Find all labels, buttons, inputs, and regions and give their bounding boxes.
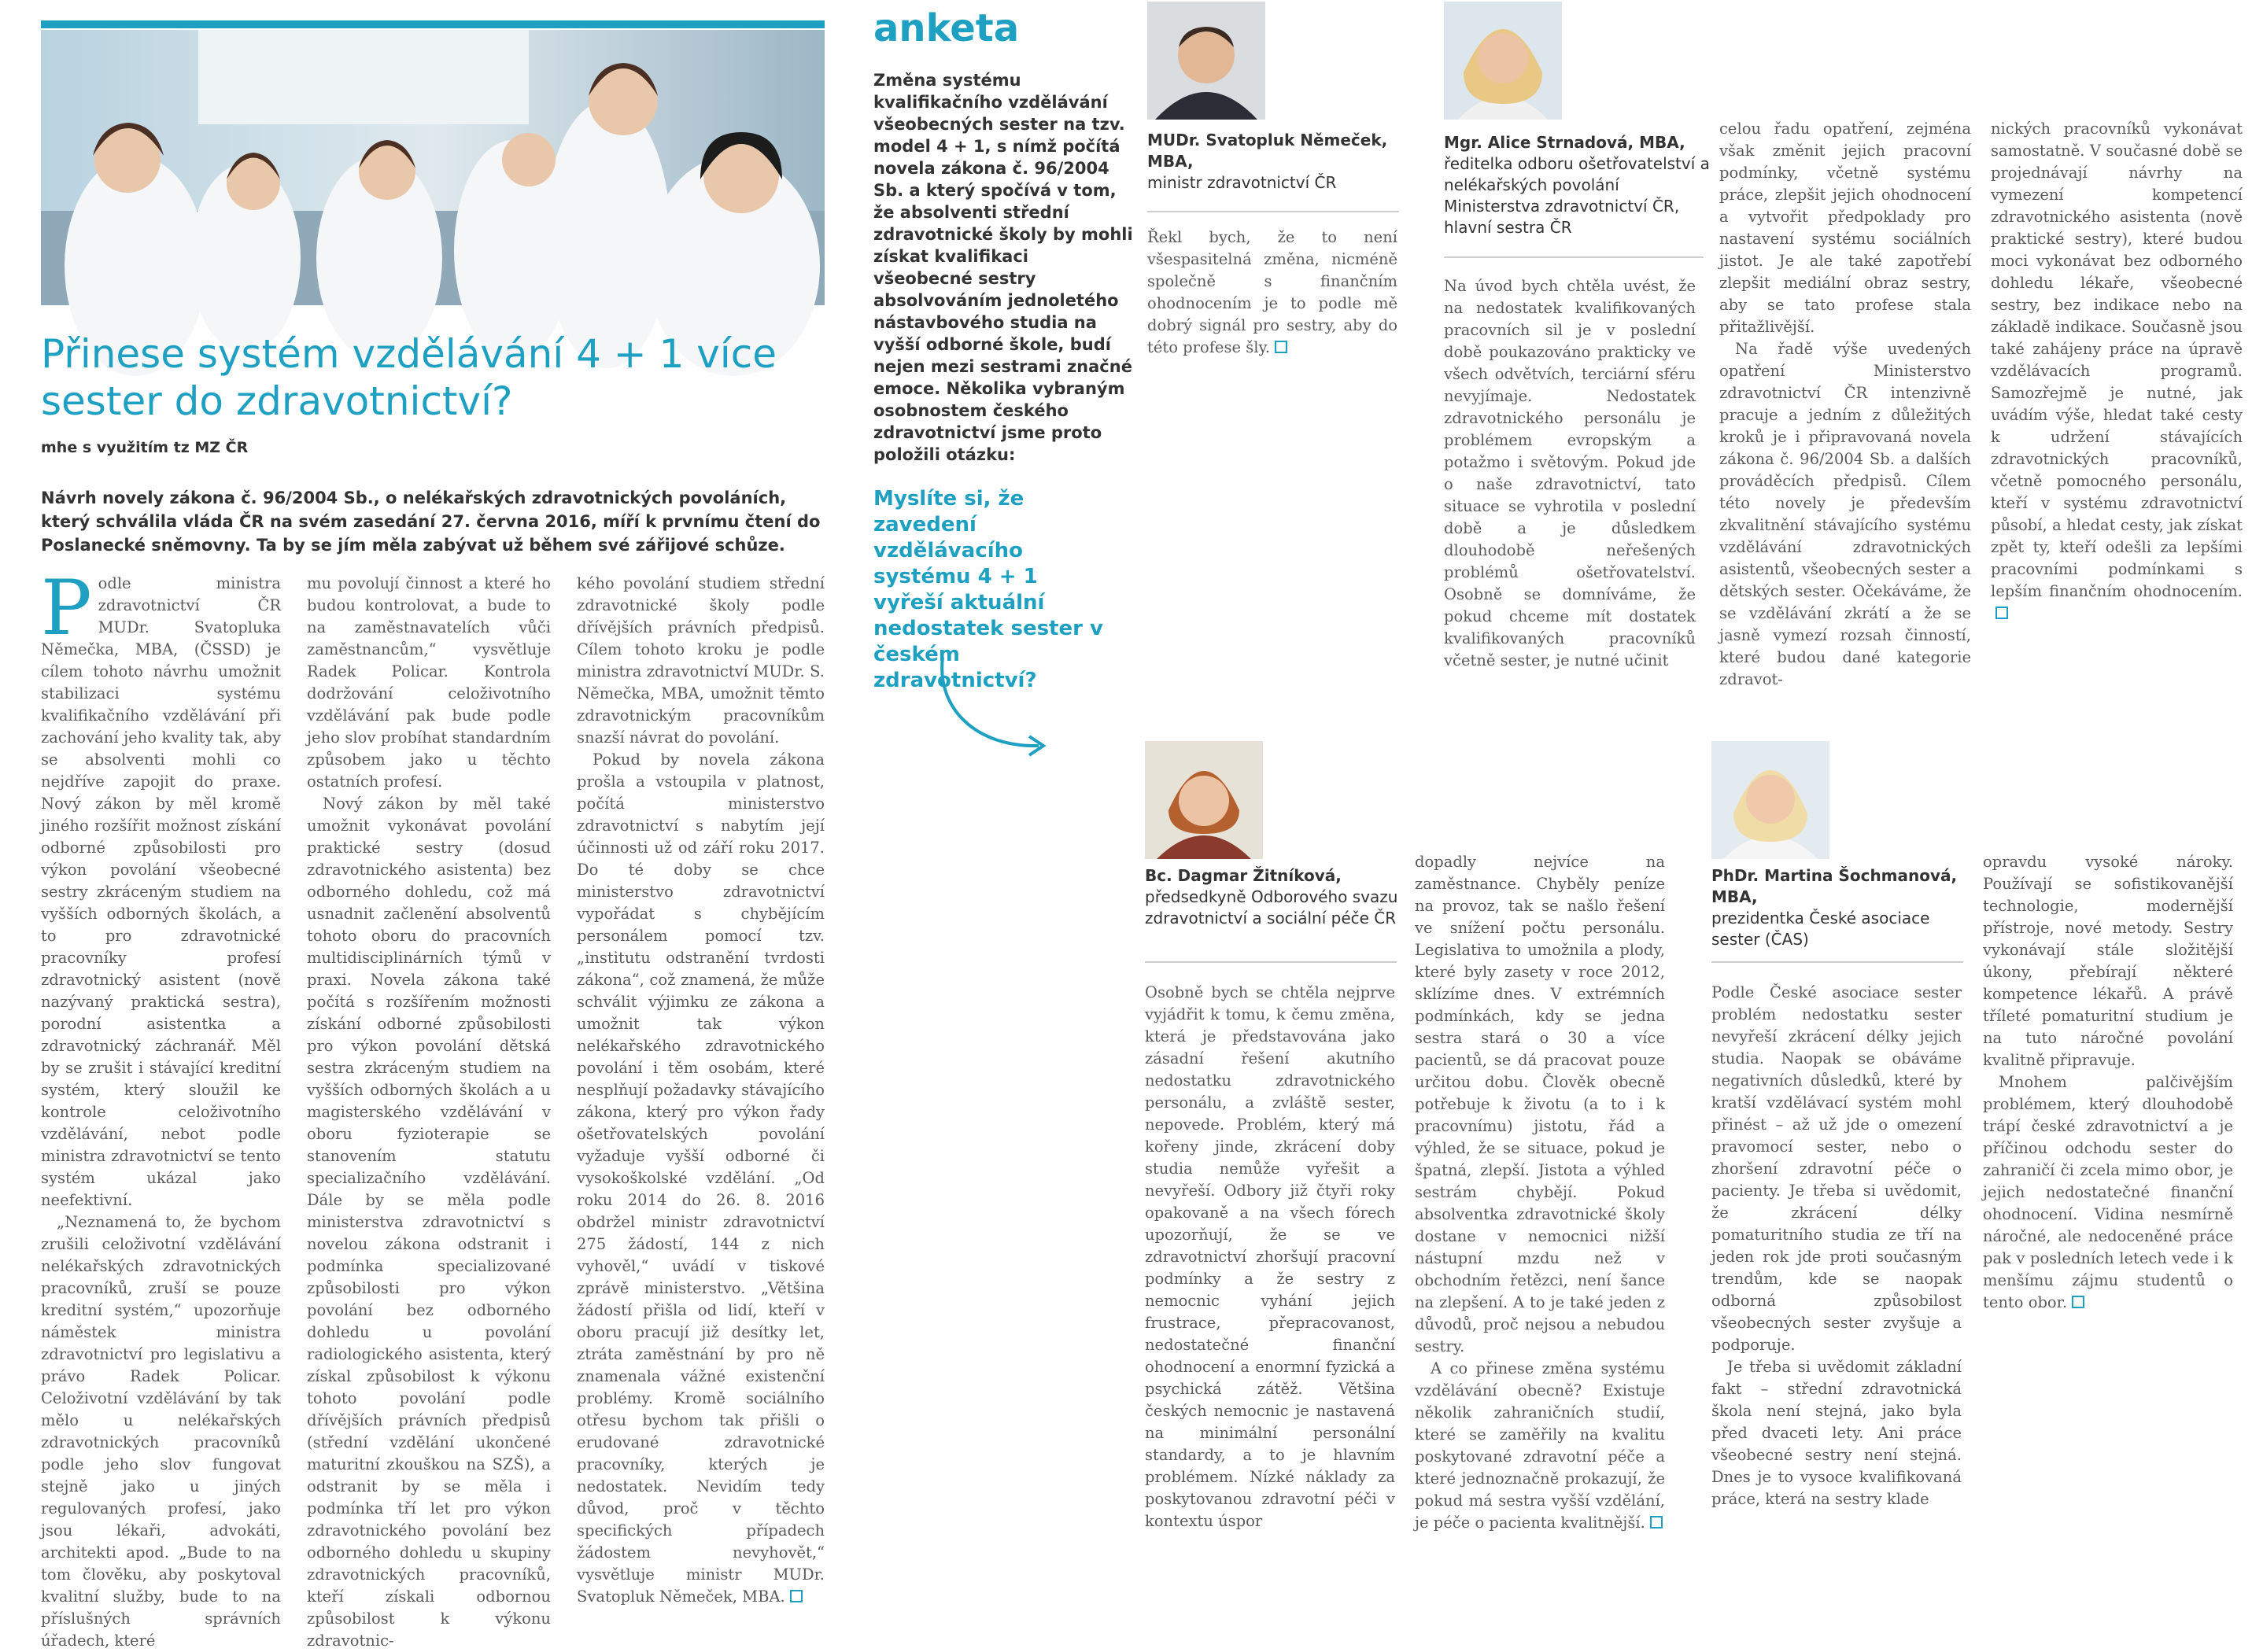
person-role: ministr zdravotnictví ČR [1147,173,1337,192]
answer-strnadova-3 [1991,118,2243,661]
divider [1444,256,1704,258]
divider [1147,211,1399,212]
paragraph: Podle České asociace sester problém nedostatku sester nevyřeší zkrácení délky jejich studia. Naopak se obáváme negativních důsledků, které by kratší vzdělávací systém mohl přinést – až už jde o omezení pravomocí sester, nebo o zhoršení zdravotní péče o pacienty. Je třeba si uvědomit, že zkrácení délky pomaturitního studia ze tří na jeden rok jde proti současným trendům, kde se naopak odborná způsobilost všeobecných sester zvyšuje a podporuje. [1711,983,1962,1354]
answer-sochmanova-1 [1711,982,1962,1508]
survey-title: anketa [873,6,1020,50]
top-accent-bar [41,20,825,28]
avatar-nemecek [1147,2,1265,120]
paragraph: A co přinese změna systému vzdělávání obecně? Existuje několik zahraničních studií, které se zaměřily na kvalitu poskytované zdravotní péče a které jednoznačně prokazují, že pokud má sestra vyšší vzdělání, je péče o pacienta kvalitnější. [1415,1359,1665,1532]
paragraph: „Neznamená to, že bychom zrušili celoživotní vzdělávání nelékařských zdravotnických pracovníků, zruší se pouze kreditní systém,“ upozorňuje náměstek ministra zdravotnictví pro legislativu a právo Radek Policar. Celoživotní vzdělávání by tak mělo u nelékařských zdravotnických pracovníků podle jeho slov fungovat stejně jako u jiných regulovaných profesí, jako jsou lékaři, advokáti, architekti apod. „Bude to na tom člověku, aby poskytoval kvalitní služby, bude to na příslušných správních úřadech, které [41,1213,281,1650]
article-headline: Přinese systém vzdělávání 4 + 1 více sester do zdravotnictví? [41,331,777,424]
person-role: předsedkyně Odborového svazu zdravotnictví a sociální péče ČR [1145,887,1398,927]
article-lead: Návrh novely zákona č. 96/2004 Sb., o nelékařských zdravotnických povoláních, který schválila vláda ČR na svém zasedání 27. června 2016, míří k prvnímu čtení do Poslanecké sněmovny. Ta by se jím měla zabývat už během své zářijové schůze. [41,489,821,555]
paragraph: opravdu vysoké nároky. Používají se sofistikovanější technologie, modernější přístroje, nové metody. Sestry vykonávají stále složitější úkony, přebírají některé kompetence lékařů. A právě tříleté pomaturitní studium je na tuto náročné povolání kvalitně připravuje. [1983,853,2233,1069]
avatar-zitnikova [1145,741,1263,859]
person-name-block [1444,132,1711,238]
answer-sochmanova-2 [1983,851,2233,1505]
paragraph: Osobně bych se chtěla nejprve vyjádřit k tomu, k čemu změna, která je představována jako zásadní řešení akutního nedostatku zdravotnického personálu, a zvláště sester, nepovede. Problém, který má kořeny jinde, zkrácení doby studia nemůže vyřešit a nevyřeší. Odbory již čtyři roky opakovaně a na všech fórech upozorňují, že se ve zdravotnictví zhoršují pracovní podmínky a že sestry z nemocnic vyhání jejich frustrace, přepracovanost, nedostatečné finanční ohodnocení a enormní fyzická a psychická zátěž. Většina českých nemocnic je nastavená na minimální personální standardy, a to je hlavním problémem. Nízké náklady za poskytovanou zdravotní péči v kontextu úspor [1145,983,1395,1530]
person-name: MUDr. Svatopluk Němeček, MBA, [1147,131,1388,171]
paragraph: mu povolují činnost a které ho budou kontrolovat, a bude to na zaměstnavatelích vůči zaměstnancům,“ vysvětluje Radek Policar. Kontrola dodržování celoživotního vzdělávání pak bude podle jeho slov probíhat standardním způsobem jako u těchto ostatních profesí. [307,574,551,791]
article-column-3 [577,573,825,1606]
person-name-block [1147,130,1399,194]
paragraph: Pokud by novela zákona prošla a vstoupila v platnost, počítá ministerstvo zdravotnictví s nabytím její účinnosti už od září roku 2017. Do té doby se chce ministerstvo zdravotnictví vypořádat s chybějícím personálem pomocí tzv. „institutu odstranění tvrdosti zákona“, což znamená, že může schválit výjimku ze zákona a umožnit tak výkon nelékařského zdravotnického povolání i těm osobám, které nesplňují požadavky stávajícího zákona, který pro výkon řady ošetřovatelských povolání vyžaduje vyšší odborné či vysokoškolské vzdělání. „Od roku 2014 do 26. 8. 2016 obdržel ministr zdravotnictví 275 žádostí, 144 z nich vyhověl,“ uvádí v tiskové zprávě ministerstvo. „Většina žádostí přišla od lidí, kteří v oboru pracují již desítky let, ztráta zaměstnání by pro ně znamenala vážné existenční problémy. Kromě sociálního otřesu bychom tak přišli o erudované zdravotnické pracovníky, kterých je nedostatek. Nevidím tedy důvod, proč v těchto specifických případech žádostem nevyhovět,“ vysvětluje ministr MUDr. Svatopluk Němeček, MBA. [577,750,825,1606]
person-role: prezidentka České asociace sester (ČAS) [1711,909,1930,949]
answer-strnadova-1 [1444,275,1696,669]
drop-cap: P [41,564,92,652]
avatar-strnadova [1444,2,1562,120]
end-mark-icon [1995,607,2008,619]
end-mark-icon [1650,1516,1663,1528]
survey-question: Myslíte si, že zavedení vzdělávacího systému 4 + 1 vyřeší aktuální nedostatek sester v českém zdravotnictví? [873,487,1103,692]
person-name-block [1145,865,1405,929]
nurses-photo [41,30,825,305]
paragraph: Na řadě výše uvedených opatření Ministerstvo zdravotnictví ČR intenzivně pracuje a jedním z důležitých kroků je i připravovaná novela zákona č. 96/2004 Sb. a dalších prováděcích předpisů. Cílem této novely je především zkvalitnění stávajícího systému vzdělávání zdravotnických asistentů, všeobecných sester a dětských sester. Očekáváme, že se vzdělávání zkrátí a že se jasně vymezí rozsah činností, které budou dané kategorie zdravot- [1719,340,1971,688]
arrow-right-icon [928,653,1054,763]
paragraph: celou řadu opatření, zejména však změnit jejich pracovní podmínky, včetně systému práce, zlepšit jejich ohodnocení a vytvořit předpoklady pro nastavení systému sociálních jistot. Je ale také zapotřebí zlepšit mediální obraz sestry, aby se tato profese stala přitažlivější. [1719,120,1971,336]
paragraph: Je třeba si uvědomit základní fakt – střední zdravotnická škola není stejná, jako byla před dvaceti lety. Ani práce všeobecné sestry není stejná. Dnes je to vysoce kvalifikovaná práce, která na sestry klade [1711,1358,1962,1508]
answer-nemecek [1147,227,1397,356]
article-column-1 [41,564,281,1650]
person-name: Bc. Dagmar Žitníková, [1145,866,1342,885]
end-mark-icon [2072,1296,2084,1308]
divider [1711,961,1963,963]
survey-intro: Změna systému kvalifikačního vzdělávání všeobecných sester na tzv. model 4 + 1, s nímž počítá novela zákona č. 96/2004 Sb. a který spočívá v tom, že absolventi střední zdravotnické školy by mohli získat kvalifikaci všeobecné sestry absolvováním jednoletého nástavbového studia na vyšší odborné škole, budí nejen mezi sestrami značné emoce. Několika vybraným osobnostem českého zdravotnictví jsme proto položili otázku: [873,71,1133,464]
answer-strnadova-2 [1719,118,1971,688]
paragraph: Na úvod bych chtěla uvést, že na nedostatek kvalifikovaných pracovních sil je v poslední době poukazováno prakticky ve všech odvětvích, terciární sféru nevyjímaje. Nedostatek zdravotnického personálu je problémem evropským a potažmo i světovým. Pokud jde o naše zdravotnictví, tato situace se vyhrotila v poslední době a je důsledkem dlouhodobě neřešených problémů ošetřovatelství. Osobně se domníváme, že pokud chceme mít dostatek kvalifikovaných pracovníků včetně sester, je nutné učinit [1444,277,1696,669]
paragraph: dopadly nejvíce na zaměstnance. Chyběly peníze na provoz, tak se našlo řešení ve snížení počtu personálu. Legislativa to umožnila a plody, které byly zasety v roce 2012, sklízíme dnes. V extrémních podmínkách, kdy se jedna sestra stará o 30 a více pacientů, se dá pracovat pouze určitou dobu. Člověk obecně potřebuje k životu (a to i k pracovnímu) jistotu, řád a výhled, že se situace, pokud je špatná, zlepší. Jistota a výhled sestrám chybějí. Pokud absolventka zdravotnické školy dostane v nemocnici nižší nástupní mzdu než v obchodním řetězci, není šance na zlepšení. A to je také jeden z důvodů, proč nejsou a nebudou sestry. [1415,853,1665,1355]
paragraph: nických pracovníků vykonávat samostatně. V současné době se projednávají návrhy na vymezení kompetencí zdravotnického asistenta (nově praktické sestry), které budou moci vykonávat bez odborného dohledu lékaře, všeobecné sestry, bez indikace nebo na základě indikace. Současně jsou také zahájeny práce na úpravě vzdělávacích programů. Samozřejmě je nutné, jak uvádím výše, hledat také cesty k udržení stávajících zdravotnických pracovníků, včetně pomocného personálu, kteří v systému zdravotnictví působí, a hledat cesty, jak získat zpět ty, kteří odešli za lepšími pracovními podmínkami s lepším finančním ohodnocením. [1991,118,2243,625]
paragraph: odle ministra zdravotnictví ČR MUDr. Svatopluka Němečka, MBA, (ČSSD) je cílem tohoto návrhu umožnit stabilizaci systému kvalifikačního vzdělávání při zachování jeho kvality tak, aby se absolventi mohli co nejdříve zapojit do praxe. Nový zákon by měl kromě jiného rozšířit možnost získání odborné způsobilosti pro výkon povolání všeobecné sestry zkráceným studiem na vyšších odborných školách, a to pro zdravotnické pracovníky profesí zdravotnický asistent (nově nazývaný praktická sestra), porodní asistentka a zdravotnický záchranář. Měl by se zrušit i stávající kreditní systém, který sloužil ke kontrole celoživotního vzdělávání, nebot podle ministra zdravotnictví se tento systém ukázal jako neefektivní. [41,574,281,1209]
article-column-2 [307,573,551,1650]
person-name: PhDr. Martina Šochmanová, MBA, [1711,866,1958,906]
answer-zitnikova-1 [1145,982,1395,1530]
person-name: Mgr. Alice Strnadová, MBA, [1444,133,1685,152]
avatar-sochmanova [1711,741,1829,859]
answer-zitnikova-2 [1415,851,1665,1532]
paragraph: Nový zákon by měl také umožnit vykonávat povolání praktické sestry (dosud zdravotnického asistenta) bez odborného dohledu, což má usnadnit začlenění absolventů tohoto oboru do pracovních multidisciplinárních týmů v praxi. Novela zákona také počítá s rozšířením možnosti získání odborné způsobilosti pro výkon povolání dětská sestra zkráceným studiem na vyšších odborných školách a u magisterského vzdělávání v oboru fyzioterapie se stanovením statutu specializačního vzdělávání. Dále by se měla podle ministerstva zdravotnictví s novelou zákona odstranit i podmínka specializované způsobilosti pro výkon povolání bez odborného dohledu u povolání radiologického asistenta, který získal způsobilost k výkonu tohoto povolání podle dřívějších právních předpisů (střední vzdělání ukončené maturitní zkouškou na SZŠ), a odstranit by se měla i podmínka tří let pro výkon zdravotnického povolání bez odborného dohledu u skupiny zdravotnických pracovníků, kteří získali odbornou způsobilost k výkonu zdravotnic- [307,795,551,1650]
paragraph: kého povolání studiem střední zdravotnické školy podle dřívějších právních předpisů. Cílem tohoto kroku je podle ministra zdravotnictví MUDr. S. Němečka, MBA, umožnit těmto zdravotnickým pracovníkům snazší návrat do povolání. [577,574,825,747]
divider [1145,961,1397,963]
person-role: ředitelka odboru ošetřovatelství a nelékařských povolání Ministerstva zdravotnictví ČR, hlavní sestra ČR [1444,154,1710,237]
end-mark-icon [1275,341,1287,353]
end-mark-icon [790,1590,803,1602]
paragraph: Řekl bych, že to není všespasitelná změna, nicméně společně s finančním ohodnocením je to podle mě dobrý signál pro sestry, aby do této profese šly. [1147,228,1397,356]
paragraph: Mnohem palčivějším problémem, který dlouhodobě trápí české zdravotnictví a je příčinou odchodu sester do zahraničí či zcela mimo obor, je jejich nedostatečné finanční ohodnocení. Vidina nesmírně náročné, ale nedoceněné práce pak v posledních letech vede i k menšímu zájmu studentů o tento obor. [1983,1073,2233,1311]
article-byline: mhe s využitím tz MZ ČR [41,439,249,456]
person-name-block [1711,865,1971,950]
